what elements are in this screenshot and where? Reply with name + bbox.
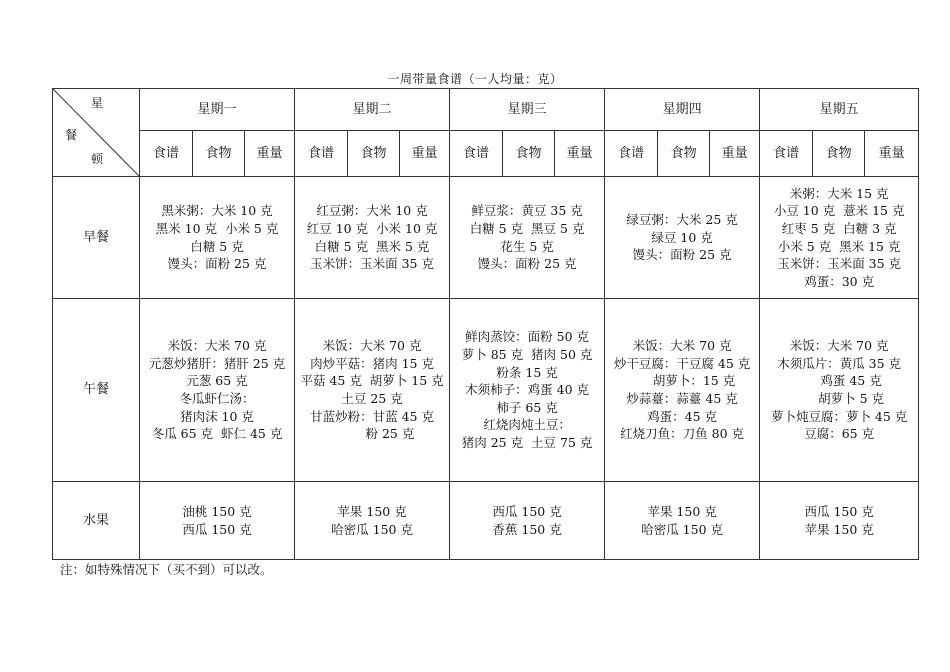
corner-label-meal: 餐 [65, 128, 78, 142]
menu-line: 白糖 5 克 [190, 238, 244, 254]
meal-row-fruit [53, 482, 919, 560]
menu-line: 米饭：大米 70 克 [632, 338, 732, 354]
menu-line: 苹果 150 克 [804, 521, 874, 537]
menu-cell [450, 482, 605, 560]
sub-header-recipe: 食谱 [140, 131, 193, 177]
menu-line: 绿豆 10 克 [651, 229, 713, 245]
menu-line: 小米 5 克 黑米 15 克 [777, 238, 901, 254]
menu-line: 米饭：大米 70 克 [167, 338, 267, 354]
menu-line: 红豆粥：大米 10 克 [316, 203, 428, 219]
menu-line: 黑米 10 克 小米 5 克 [155, 220, 279, 236]
sub-header-recipe: 食谱 [605, 131, 658, 177]
menu-line: 木须柿子：鸡蛋 40 克 [465, 382, 589, 398]
menu-line: 白糖 5 克 黑米 5 克 [314, 238, 430, 254]
menu-cell [295, 299, 450, 482]
menu-cell [295, 482, 450, 560]
sub-header-weight: 重量 [400, 131, 450, 177]
menu-line: 萝卜炖豆腐：萝卜 45 克 [770, 408, 908, 424]
menu-line: 香蕉 150 克 [492, 521, 562, 537]
corner-header-cell [53, 89, 140, 177]
menu-line: 鲜豆浆：黄豆 35 克 [471, 203, 583, 219]
menu-cell [450, 177, 605, 299]
meal-row-breakfast [53, 177, 919, 299]
menu-cell [605, 299, 760, 482]
footnote: 注：如特殊情况下（买不到）可以改。 [60, 562, 273, 577]
menu-line: 胡萝卜 5 克 [794, 391, 885, 406]
sub-header-weight: 重量 [865, 131, 919, 177]
sub-header-weight: 重量 [245, 131, 295, 177]
menu-line: 粉 25 克 [329, 426, 415, 442]
menu-line: 西瓜 150 克 [492, 503, 562, 519]
menu-line: 甘蓝炒粉：甘蓝 45 克 [310, 408, 434, 424]
sub-header-food: 食物 [813, 131, 865, 177]
menu-line: 馒头：面粉 25 克 [632, 247, 732, 263]
menu-line: 西瓜 150 克 [182, 521, 252, 537]
menu-line: 米饭：大米 70 克 [322, 338, 422, 354]
menu-line: 花生 5 克 [500, 238, 554, 254]
menu-line: 鸡蛋：30 克 [804, 273, 875, 289]
menu-line: 小豆 10 克 薏米 15 克 [773, 203, 905, 219]
menu-line: 炒蒜薹：蒜薹 45 克 [626, 391, 738, 406]
menu-line: 馒头：面粉 25 克 [477, 256, 577, 272]
menu-line: 元葱炒猪肝：猪肝 25 克 [148, 355, 286, 371]
sub-header-food: 食物 [193, 131, 245, 177]
menu-line: 豆腐：65 克 [804, 426, 875, 442]
corner-label-sitting: 顿 [91, 152, 104, 166]
menu-line: 木须瓜片：黄瓜 35 克 [777, 355, 902, 371]
menu-line: 冬瓜虾仁汤： [179, 391, 255, 406]
sub-header-weight: 重量 [710, 131, 760, 177]
menu-cell [450, 299, 605, 482]
menu-line: 肉炒平菇：猪肉 15 克 [310, 355, 434, 371]
sub-header-food: 食物 [503, 131, 555, 177]
menu-line: 馒头：面粉 25 克 [167, 256, 267, 272]
sub-header-food: 食物 [658, 131, 710, 177]
sub-header-recipe: 食谱 [450, 131, 503, 177]
menu-line: 萝卜 85 克 猪肉 50 克 [461, 347, 593, 363]
menu-line: 胡萝卜：15 克 [628, 373, 736, 389]
menu-cell [760, 482, 919, 560]
sub-header-recipe: 食谱 [760, 131, 813, 177]
menu-line: 猪肉沫 10 克 [180, 408, 254, 424]
menu-line: 苹果 150 克 [337, 503, 407, 519]
menu-line: 鲜肉蒸饺：面粉 50 克 [465, 329, 589, 345]
menu-line: 油桃 150 克 [182, 503, 252, 519]
menu-line: 红枣 5 克 白糖 3 克 [781, 220, 897, 236]
menu-line: 粉条 15 克 [496, 364, 558, 380]
menu-line: 米粥：大米 15 克 [789, 185, 889, 201]
menu-line: 哈密瓜 150 克 [331, 521, 413, 537]
menu-line: 玉米饼：玉米面 35 克 [310, 256, 434, 272]
menu-cell [140, 482, 295, 560]
menu-line: 炒干豆腐：干豆腐 45 克 [613, 355, 751, 371]
menu-line: 土豆 25 克 [341, 391, 403, 406]
menu-cell [760, 299, 919, 482]
menu-line: 红烧刀鱼：刀鱼 80 克 [620, 426, 745, 442]
menu-cell [605, 482, 760, 560]
day-header-mon: 星期一 [140, 89, 295, 131]
menu-line: 红烧肉炖土豆： [483, 417, 571, 433]
page-title: 一周带量食谱（一人均量：克） [387, 72, 563, 86]
day-header-fri: 星期五 [760, 89, 919, 131]
meal-label: 水果 [53, 482, 140, 560]
menu-line: 苹果 150 克 [647, 503, 717, 519]
meal-row-lunch [53, 299, 919, 482]
menu-line: 西瓜 150 克 [804, 503, 874, 519]
menu-cell [140, 299, 295, 482]
menu-line: 鸡蛋：45 克 [647, 408, 718, 424]
menu-line: 黑米粥：大米 10 克 [161, 203, 273, 219]
menu-line: 猪肉 25 克 土豆 75 克 [461, 434, 593, 450]
menu-line: 鸡蛋 45 克 [796, 373, 882, 389]
menu-cell [140, 177, 295, 299]
menu-line: 红豆 10 克 小米 10 克 [306, 220, 438, 236]
day-header-thu: 星期四 [605, 89, 760, 131]
menu-line: 冬瓜 65 克 虾仁 45 克 [151, 426, 283, 442]
menu-line: 白糖 5 克 黑豆 5 克 [469, 220, 585, 236]
menu-cell [760, 177, 919, 299]
meal-label: 午餐 [53, 299, 140, 482]
sub-header-weight: 重量 [555, 131, 605, 177]
menu-line: 哈密瓜 150 克 [641, 521, 724, 537]
menu-cell [295, 177, 450, 299]
corner-label-week: 星 [91, 96, 104, 110]
menu-line: 玉米饼：玉米面 35 克 [777, 256, 902, 272]
menu-line: 柿子 65 克 [496, 399, 558, 415]
menu-line: 元葱 65 克 [186, 373, 248, 389]
sub-header-food: 食物 [348, 131, 400, 177]
menu-table [52, 88, 919, 560]
day-header-tue: 星期二 [295, 89, 450, 131]
menu-line: 平菇 45 克 胡萝卜 15 克 [300, 373, 444, 389]
day-header-wed: 星期三 [450, 89, 605, 131]
sub-header-recipe: 食谱 [295, 131, 348, 177]
meal-label: 早餐 [53, 177, 140, 299]
menu-line: 绿豆粥：大米 25 克 [626, 212, 738, 228]
menu-cell [605, 177, 760, 299]
menu-line: 米饭：大米 70 克 [789, 338, 889, 354]
